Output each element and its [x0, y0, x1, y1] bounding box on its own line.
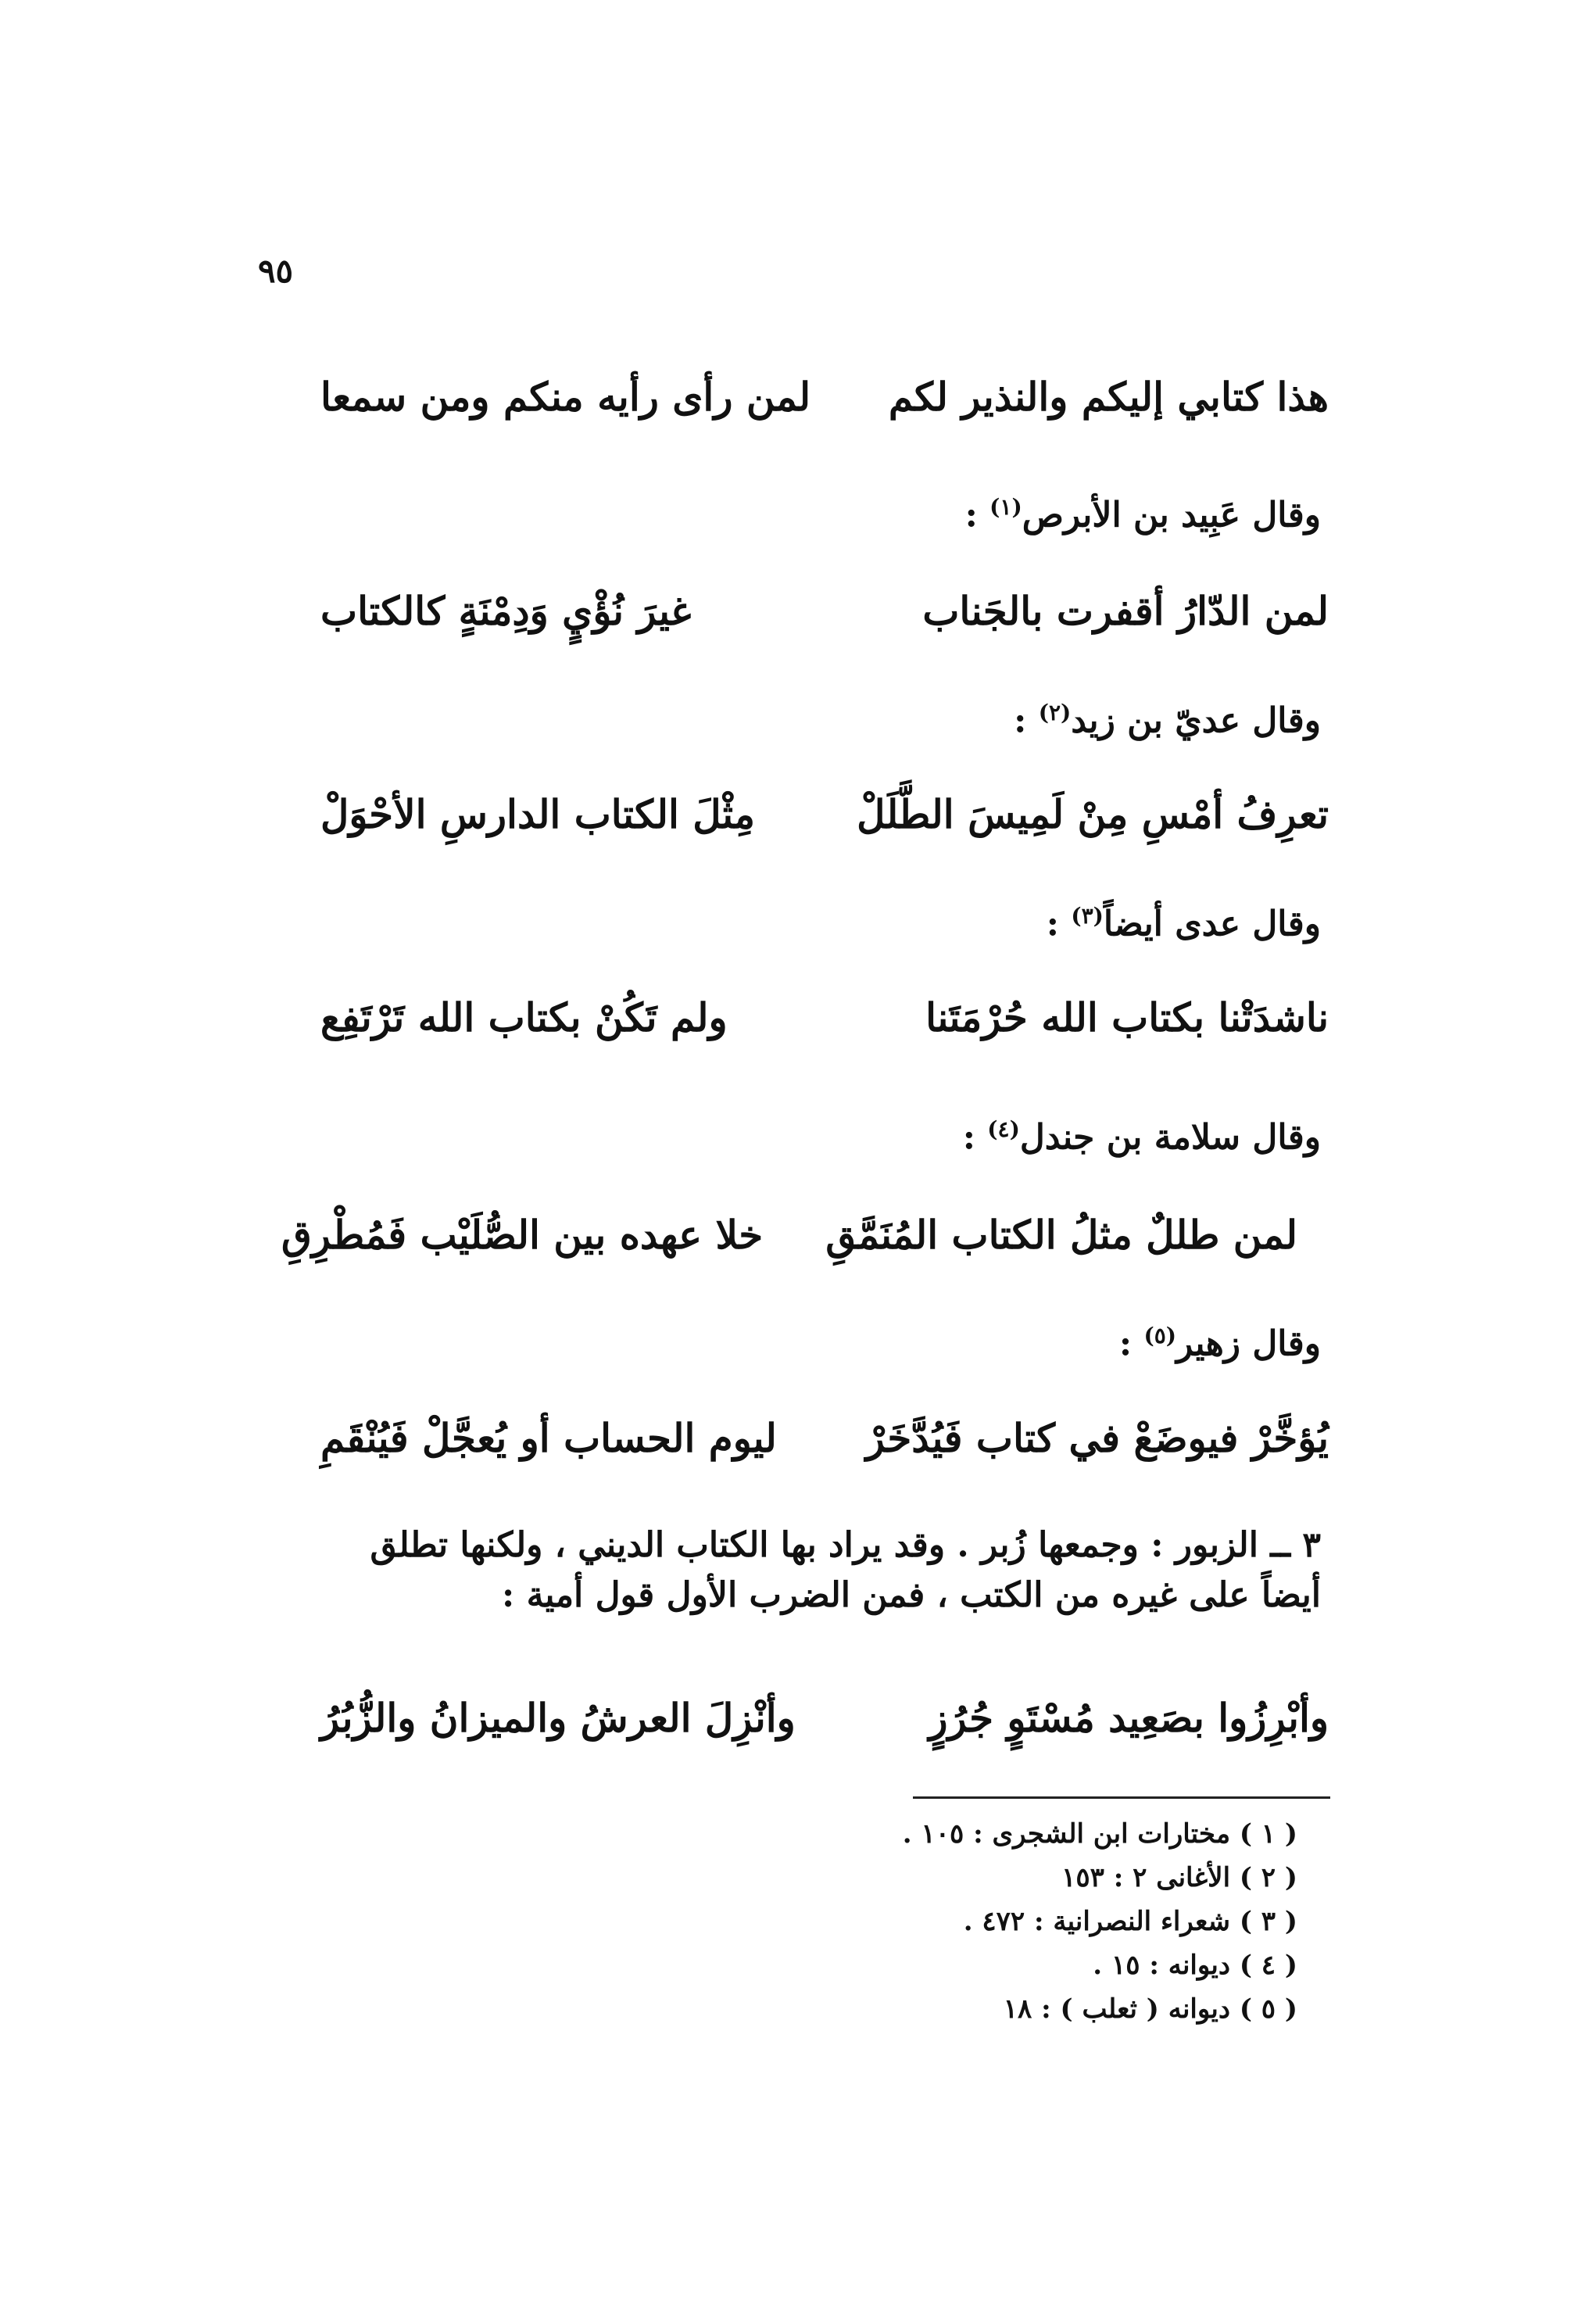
footnotes: [828, 1812, 1297, 2031]
intro-4-text: وقال سلامة بن جندل: [1019, 1117, 1321, 1158]
verse-5-first-hemistich: لمن طللٌ مثلُ الكتاب المُنَمَّقِ: [825, 1212, 1297, 1258]
verse-1-first-hemistich: هذا كتابي إليكم والنذير لكم: [888, 374, 1329, 420]
verse-4-first-hemistich: ناشدَتْنا بكتاب الله حُرْمَتَنا: [925, 994, 1329, 1040]
verse-7: [320, 1695, 1329, 1757]
verse-6: [320, 1415, 1329, 1477]
footnote-separator: [913, 1796, 1330, 1799]
paragraph-line-2: أيضاً على غيره من الكتب ، فمن الضرب الأول قول أمية :: [502, 1575, 1321, 1615]
intro-5: [1119, 1323, 1321, 1364]
verse-2: [320, 588, 1329, 650]
footnote-ref-4: (٤): [987, 1116, 1020, 1142]
intro-1-colon: :: [964, 495, 990, 535]
footnote-2: ( ٢ ) الأغانى ٢ : ١٥٣: [1061, 1862, 1297, 1893]
footnote-ref-1: (١): [989, 494, 1022, 520]
intro-1-text: وقال عَبِيد بن الأبرص: [1022, 495, 1321, 535]
intro-1: [965, 494, 1321, 535]
verse-6-second-hemistich: ليوم الحساب أو يُعجَّلْ فَيُنْقَمِ: [320, 1415, 777, 1461]
intro-5-colon: :: [1118, 1323, 1144, 1364]
verse-1: [320, 374, 1329, 436]
verse-7-first-hemistich: وأبْرِزُوا بصَعِيد مُسْتَوٍ جُرُزٍ: [929, 1695, 1329, 1741]
verse-2-second-hemistich: غيرَ نُؤْيٍ وَدِمْنَةٍ كالكتاب: [320, 588, 692, 634]
intro-2-colon: :: [1014, 700, 1039, 741]
intro-5-text: وقال زهير: [1176, 1323, 1321, 1364]
intro-2: [1014, 700, 1321, 741]
intro-3-colon: :: [1046, 904, 1072, 944]
footnote-1: ( ١ ) مختارات ابن الشجرى : ١٠٥ .: [902, 1818, 1297, 1850]
verse-1-second-hemistich: لمن رأى رأيه منكم ومن سمعا: [320, 374, 811, 420]
footnote-5: ( ٥ ) ديوانه ( ثعلب ) : ١٨: [1003, 1993, 1297, 2025]
verse-2-first-hemistich: لمن الدّارُ أقفرت بالجَناب: [922, 588, 1329, 634]
intro-4-colon: :: [962, 1117, 988, 1158]
page-number: ٩٥: [258, 252, 294, 290]
intro-3: [1047, 903, 1321, 944]
verse-4-second-hemistich: ولم تَكُنْ بكتاب الله تَرْتَفِع: [320, 994, 728, 1040]
footnote-ref-2: (٢): [1038, 700, 1072, 725]
verse-3-first-hemistich: تعرِفُ أمْسِ مِنْ لَمِيسَ الطَّلَلْ: [857, 791, 1329, 837]
verse-5-second-hemistich: خلا عهده بين الصُّلَيْب فَمُطْرِقِ: [281, 1212, 764, 1258]
verse-4: [320, 994, 1329, 1057]
intro-4: [963, 1116, 1321, 1158]
footnote-3: ( ٣ ) شعراء النصرانية : ٤٧٢ .: [963, 1906, 1297, 1937]
footnote-ref-5: (٥): [1143, 1323, 1177, 1348]
intro-2-text: وقال عديّ بن زيد: [1071, 700, 1321, 741]
verse-5: [281, 1212, 1297, 1274]
verse-3: [320, 791, 1329, 854]
verse-6-first-hemistich: يُؤخَّرْ فيوضَعْ في كتاب فَيُدَّخَرْ: [865, 1415, 1329, 1461]
paragraph-line-1: ٣ ــ الزبور : وجمعها زُبر . وقد يراد بها الكتاب الديني ، ولكنها تطلق: [370, 1525, 1321, 1565]
verse-3-second-hemistich: مِثْلَ الكتاب الدارسِ الأحْوَلْ: [320, 791, 756, 837]
footnote-4: ( ٤ ) ديوانه : ١٥ .: [1093, 1950, 1297, 1981]
paragraph-zabur: [281, 1520, 1321, 1621]
footnote-ref-3: (٣): [1071, 903, 1104, 929]
verse-7-second-hemistich: وأنْزِلَ العرشُ والميزانُ والزُّبُرُ: [320, 1695, 796, 1741]
intro-3-text: وقال عدى أيضاً: [1103, 904, 1321, 944]
